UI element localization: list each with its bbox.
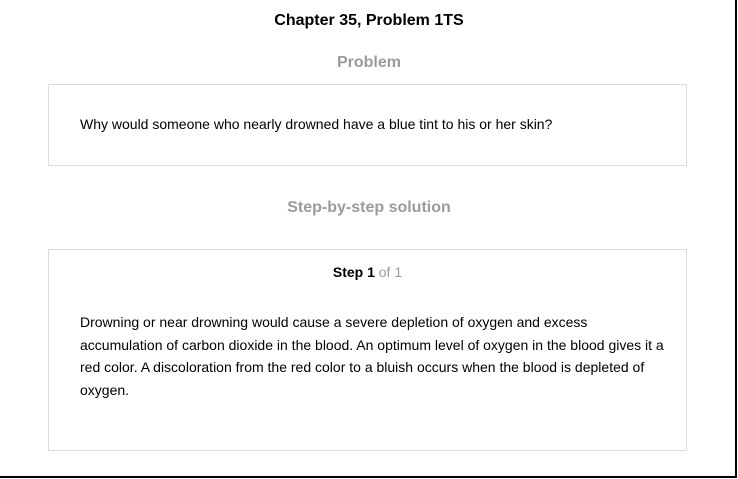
- step-count: of 1: [378, 264, 403, 280]
- step-text: Drowning or near drowning would cause a severe depletion of oxygen and excess accumulation of carbon dioxide in the blood. An optimum level of oxygen in the blood gives it a red color. A discoloration from the red color to a bluish occurs when the blood is depleted of oxygen.: [80, 314, 664, 398]
- problem-card: [48, 84, 687, 166]
- page-title: Chapter 35, Problem 1TS: [274, 12, 464, 29]
- problem-heading: Problem: [336, 54, 401, 71]
- solution-card: [48, 249, 687, 451]
- step-header: [49, 264, 686, 280]
- solution-heading: Step-by-step solution: [287, 199, 451, 216]
- step-label: Step 1: [332, 264, 375, 280]
- problem-text: Why would someone who nearly drowned have a blue tint to his or her skin?: [80, 116, 553, 132]
